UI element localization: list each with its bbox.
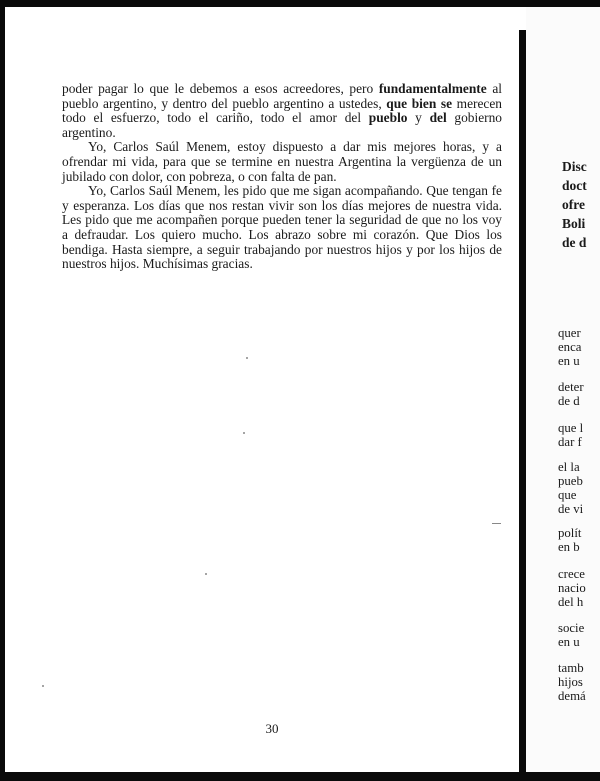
text-run: al pueblo argentino, y dentro del pueblo argentino a ustedes, — [62, 81, 502, 111]
fragment-line: tamb — [558, 662, 584, 675]
fragment-line: que l — [558, 422, 584, 435]
fragment-line: el la — [558, 461, 580, 474]
right-text-fragment — [558, 381, 600, 409]
fragment-line: demá — [558, 688, 586, 703]
bold-text-run: que bien se — [386, 95, 453, 111]
text-run: Yo, Carlos Saúl Menem, estoy dispuesto a dar mis mejores horas, y a ofrendar mi vida, para que se termine en nuestra Argentina la vergüenza de un jubilado con dolor, con pobreza, o con falta de pan. — [62, 139, 502, 184]
right-text-fragment — [558, 568, 600, 610]
right-text-fragment — [558, 327, 600, 369]
scan-speck — [492, 523, 501, 524]
right-page-heading — [562, 157, 600, 252]
fragment-line: en b — [558, 539, 580, 554]
left-page-body — [62, 82, 502, 272]
text-run: merecen todo el esfuerzo, todo el cariño, todo el amor del — [62, 95, 502, 126]
text-run: poder pagar lo que le debemos a esos acreedores, pero — [62, 81, 379, 96]
fragment-line: en u — [558, 353, 580, 368]
text-run: y — [407, 110, 430, 126]
text-run: gobierno argentino. — [62, 110, 503, 140]
scan-border-bottom — [0, 772, 600, 781]
scan-speck — [205, 573, 207, 575]
paragraph-2 — [62, 140, 502, 184]
book-gutter — [519, 30, 526, 775]
heading-line: doct — [562, 178, 587, 193]
heading-line: Disc — [562, 159, 587, 174]
fragment-line: polít — [558, 527, 582, 540]
page-number: 30 — [265, 721, 279, 736]
scan-speck — [42, 685, 44, 687]
fragment-line: que — [558, 487, 577, 502]
fragment-line: hijos — [558, 674, 583, 689]
scan-speck — [246, 357, 248, 359]
fragment-line: del h — [558, 594, 584, 609]
right-text-fragment — [558, 662, 600, 704]
fragment-line: quer — [558, 327, 581, 340]
fragment-line: en u — [558, 634, 580, 649]
fragment-line: pueb — [558, 473, 583, 488]
fragment-line: de d — [558, 393, 580, 408]
heading-line: ofre — [562, 197, 585, 212]
text-run: Yo, Carlos Saúl Menem, les pido que me sigan acompañando. Que tengan fe y esperanza. Los días que nos restan vivir son los días mejores de nuestra vida. Les pido que me acompañen porque pueden tener la seguridad de que no los voy a defraudar. Los quiero mucho. Los abrazo sobre mi corazón. Que Dios los bendiga. Hasta siempre, a seguir trabajando por nuestros hijos y por los hijos de nuestros hijos. Muchísimas gracias. — [62, 183, 502, 272]
bold-text-run: pueblo — [368, 110, 408, 126]
paragraph-1 — [62, 82, 502, 140]
fragment-line: dar f — [558, 434, 582, 449]
bold-text-run: del — [429, 110, 447, 126]
right-text-fragment — [558, 622, 600, 650]
bold-text-run: fundamentalmente — [378, 81, 487, 96]
fragment-line: crece — [558, 568, 585, 581]
scan-border-left — [0, 0, 5, 781]
right-text-fragment — [558, 527, 600, 555]
right-text-fragment — [558, 422, 600, 450]
heading-line: de d — [562, 235, 587, 250]
scan-speck — [243, 432, 245, 434]
fragment-line: nacio — [558, 580, 586, 595]
fragment-line: socie — [558, 622, 585, 635]
heading-line: Boli — [562, 216, 586, 231]
fragment-line: de vi — [558, 501, 584, 516]
fragment-line: enca — [558, 339, 582, 354]
fragment-line: deter — [558, 381, 584, 394]
paragraph-3 — [62, 184, 502, 272]
right-text-fragment — [558, 461, 600, 517]
scan-border-top — [0, 0, 600, 7]
